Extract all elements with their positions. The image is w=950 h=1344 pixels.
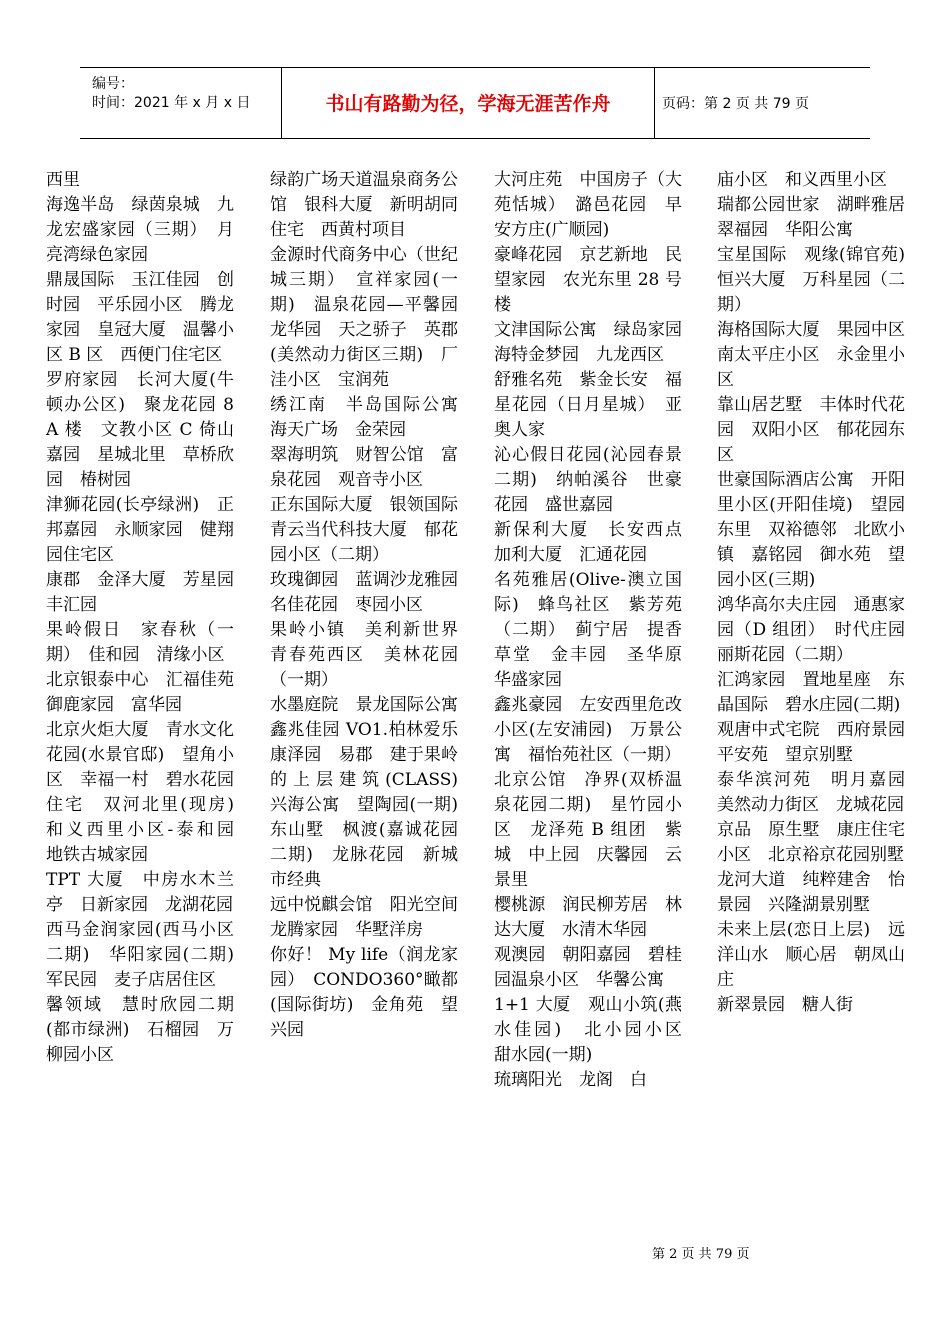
- motto-text: 书山有路勤为径，学海无涯苦作舟: [325, 93, 611, 115]
- page-counter: 页码：第 2 页 共 79 页: [662, 96, 809, 112]
- column-text: 西里 海逸半岛 绿茵泉城 九龙宏盛家园（三期） 月亮湾绿色家园 鼎晟国际 玉江佳园 创时园 平乐园小区 腾龙家园 皇冠大厦 温馨小区 B 区 西便门住宅区 罗府家园 长河大厦(牛顿办公区) 聚龙花园 8A 楼 文教小区 C 倚山嘉园 星城北里 草桥欣园 椿树园 津狮花园(长亭绿洲) 正邦嘉园 永顺家园 健翔园住宅区 康郡 金泽大厦 芳星园 丰汇园 果岭假日 家春秋（一期） 佳和园 清缘小区 北京银泰中心 汇福佳苑 御鹿家园 富华园 北京火炬大厦 青水文化花园(水景官邸) 望角小区 幸福一村 碧水花园住宅 双河北里(现房) 和义西里小区-泰和园 地铁古城家园 TPT 大厦 中房水木兰亭 日新家园 龙湖花园 西马金润家园(西马小区二期) 华阳家园(二期) 军民园 麦子店居住区 馨领域 慧时欣园二期(都市绿洲) 石榴园 万柳园小区: [46, 170, 234, 1065]
- text-column-2: [270, 168, 458, 1243]
- text-column-3: [494, 168, 682, 1243]
- header-motto-cell: [281, 68, 655, 138]
- column-text: 大河庄苑 中国房子（大苑恬城） 潞邑花园 早安方庄(广顺园) 豪峰花园 京艺新地 民望家园 农光东里 28 号楼 文津国际公寓 绿岛家园 海特金梦园 九龙西区 舒雅名苑 紫金长安 福星花园（日月星城） 亚奥人家 沁心假日花园(沁园春景二期) 纳帕溪谷 世豪花园 盛世嘉园 新保利大厦 长安西点 加利大厦 汇通花园 名苑雅居(Olive-澳立国际) 蜂鸟社区 紫芳苑（二期） 蓟宁居 提香草堂 金丰园 圣华原 华盛家园 鑫兆豪园 左安西里危改小区(左安浦园) 万景公寓 福怡苑社区（一期） 北京公馆 净界(双桥温泉花园二期) 星竹园小区 龙泽苑 B 组团 紫城 中上园 庆馨园 云景里 樱桃源 润民柳芳居 林达大厦 水清木华园 观澳园 朝阳嘉园 碧桂园温泉小区 华馨公寓 1+1 大厦 观山小筑(燕水佳园) 北小园小区 甜水园(一期) 琉璃阳光 龙阁 白: [494, 170, 682, 1090]
- page-header: [80, 67, 870, 139]
- document-number-label: 编号：: [92, 76, 134, 92]
- page-footer: 第 2 页 共 79 页: [652, 1247, 750, 1262]
- text-column-1: [46, 168, 234, 1243]
- column-text: 庙小区 和义西里小区 瑞都公园世家 湖畔雅居 翠福园 华阳公寓 宝星国际 观缘(锦官苑) 恒兴大厦 万科星园（二期） 海格国际大厦 果园中区 南太平庄小区 永金里小区 靠山居艺墅 丰体时代花园 双阳小区 郁花园东区 世豪国际酒店公寓 开阳里小区(开阳佳境) 望园东里 双裕德邻 北欧小镇 嘉铭园 御水苑 望园小区(三期) 鸿华高尔夫庄园 通惠家园（D 组团） 时代庄园 丽斯花园（二期） 汇鸿家园 置地星座 东晶国际 碧水庄园(二期) 观唐中式宅院 西府景园 平安苑 望京别墅 泰华滨河苑 明月嘉园 美然动力街区 龙城花园 京品 原生墅 康庄住宅小区 北京裕京花园别墅 龙河大道 纯粹建舍 怡景园 兴隆湖景别墅 未来上层(恋日上层) 远洋山水 顺心居 朝凤山庄 新翠景园 糖人街: [717, 170, 905, 1015]
- text-column-4: [717, 168, 905, 1243]
- header-meta: [80, 68, 280, 138]
- document-date: 时间：2021 年 x 月 x 日: [92, 95, 251, 111]
- column-text: 绿韵广场天道温泉商务公馆 银科大厦 新明胡同住宅 西黄村项目 金源时代商务中心（世纪城三期） 宣祥家园(一期) 温泉花园—平馨园 龙华园 天之骄子 英郡(美然动力街区三期) 厂洼小区 宝润苑 绣江南 半岛国际公寓 海天广场 金荣园 翠海明筑 财智公馆 富泉花园 观音寺小区 正东国际大厦 银领国际 青云当代科技大厦 郁花园小区（二期） 玫瑰御园 蓝调沙龙雅园 名佳花园 枣园小区 果岭小镇 美利新世界 青春苑西区 美林花园（一期） 水墨庭院 景龙国际公寓 鑫兆佳园 VO1.柏林爱乐 康泽园 易郡 建于果岭的上层建筑(CLASS) 兴海公寓 望陶园(一期) 东山墅 枫渡(嘉诚花园二期) 龙脉花园 新城市经典 远中悦麒会馆 阳光空间 龙腾家园 华墅洋房 你好！ My life（润龙家园） CONDO360°瞰都(国际街坊) 金角苑 望兴园: [270, 170, 458, 1040]
- header-page-cell: [654, 68, 870, 138]
